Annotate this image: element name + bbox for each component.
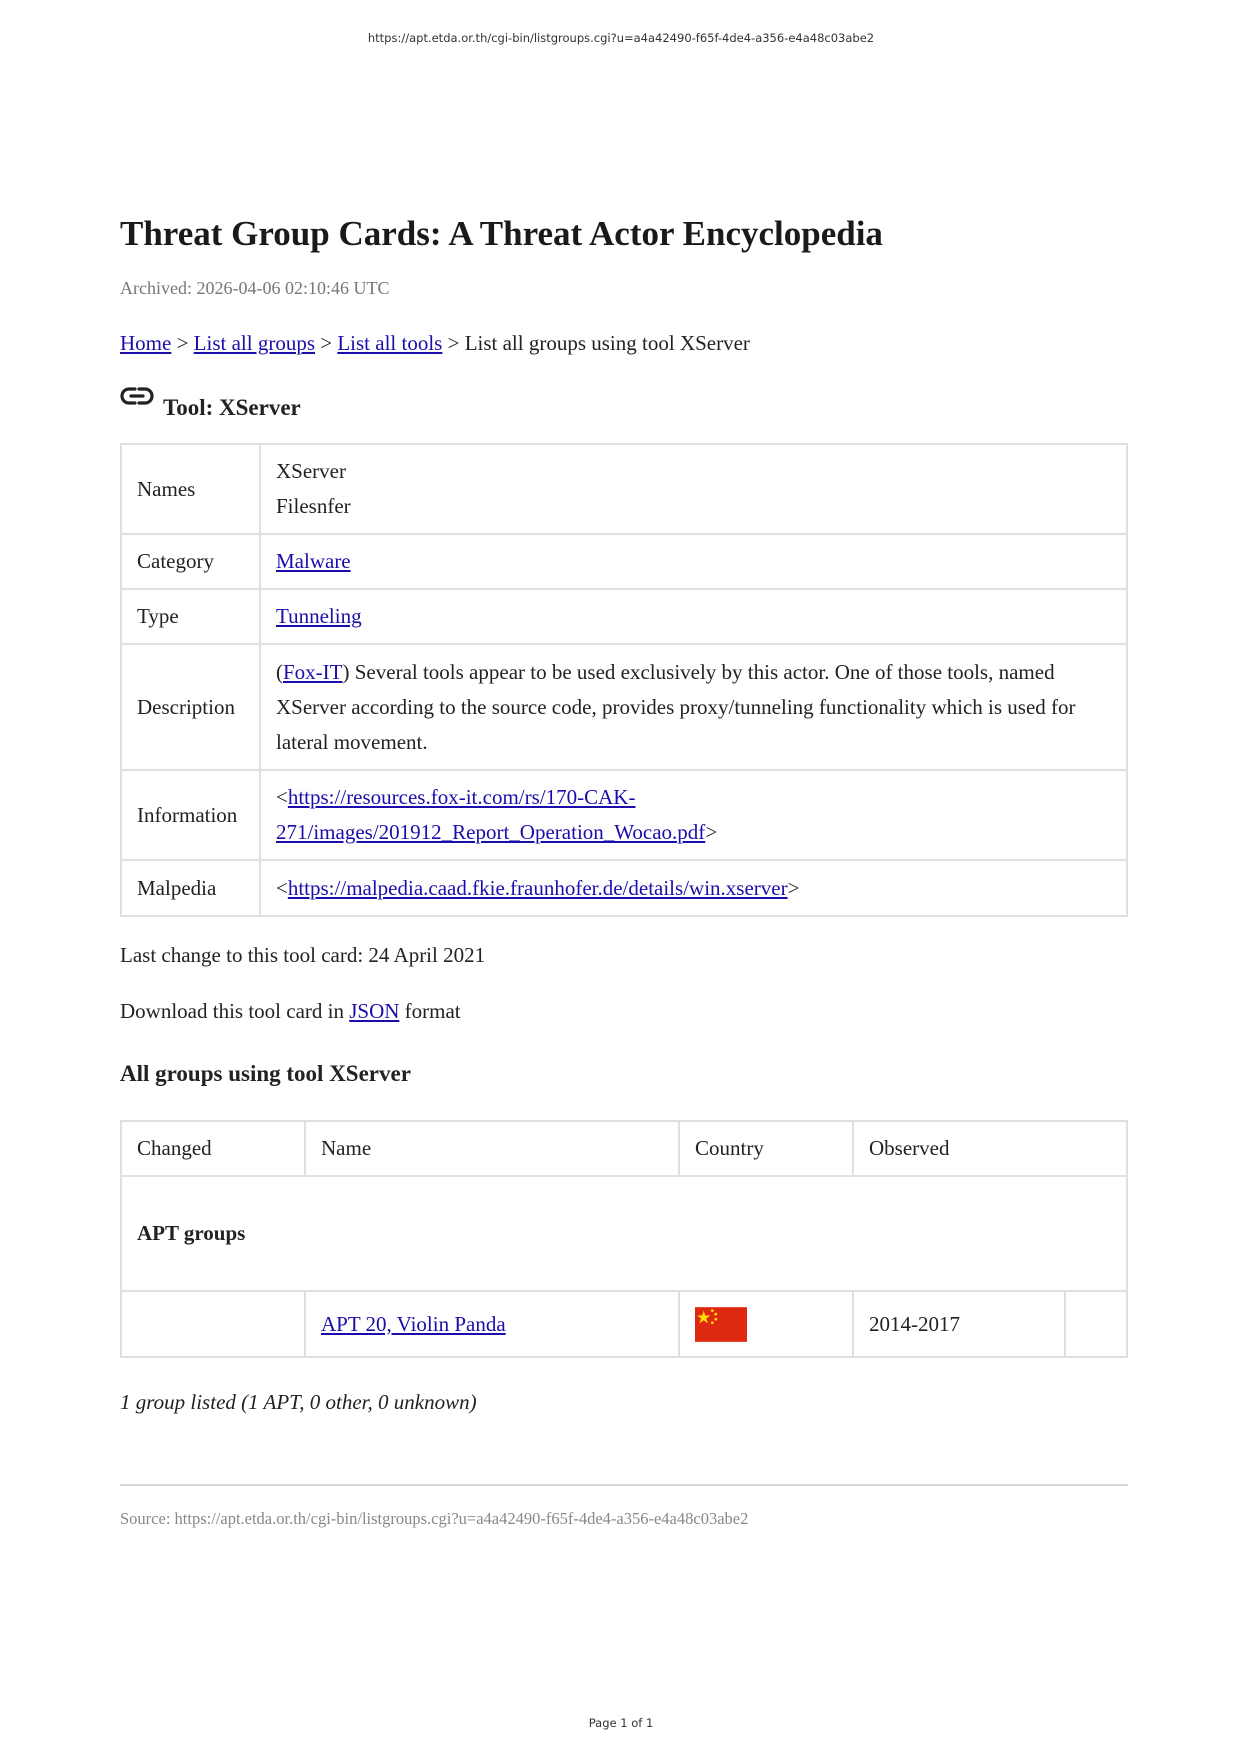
breadcrumb-separator: >: [315, 331, 338, 355]
column-header-observed: Observed: [853, 1121, 1127, 1176]
group-country: [679, 1291, 853, 1357]
breadcrumb-separator: >: [171, 331, 194, 355]
table-row: [121, 1291, 1127, 1357]
names-value: [260, 444, 1127, 534]
groups-table: [120, 1120, 1128, 1358]
breadcrumb-home-link[interactable]: Home: [120, 331, 172, 355]
information-row: [121, 770, 1127, 860]
groups-heading: All groups using tool XServer: [120, 1061, 411, 1086]
tool-heading-text: Tool: XServer: [163, 395, 301, 420]
type-label: Type: [121, 589, 260, 644]
main-content: [120, 212, 1128, 1530]
malpedia-link[interactable]: https://malpedia.caad.fkie.fraunhofer.de/details/win.xserver: [287, 875, 788, 900]
archived-timestamp: Archived: 2026-04-06 02:10:46 UTC: [120, 278, 390, 298]
information-label: Information: [121, 770, 260, 860]
apt-section-row: [121, 1176, 1127, 1291]
column-header-changed: Changed: [121, 1121, 305, 1176]
information-value: <https://resources.fox-it.com/rs/170-CAK- 271/images/201912_Report_Operation_Wocao.pdf>: [260, 770, 1127, 860]
name-item: Filesnfer: [276, 494, 351, 518]
column-header-country: Country: [679, 1121, 853, 1176]
group-extra-cell: [1065, 1291, 1127, 1357]
column-header-name: Name: [305, 1121, 679, 1176]
breadcrumb-groups-link[interactable]: List all groups: [193, 331, 315, 355]
fox-it-link[interactable]: Fox-IT: [283, 659, 343, 684]
category-link[interactable]: Malware: [276, 549, 351, 573]
description-text: Several tools appear to be used exclusively by this actor. One of those tools, named XServer according to the source code, provides proxy/tunneling functionality which is used for lateral movement.: [276, 659, 1076, 754]
group-observed: 2014-2017: [853, 1291, 1065, 1357]
group-changed: [121, 1291, 305, 1357]
link-icon: [120, 385, 154, 407]
names-row: [121, 444, 1127, 534]
breadcrumb-separator: >: [442, 331, 465, 355]
breadcrumb: [120, 329, 1128, 357]
description-value: (Fox-IT) Several tools appear to be used exclusively by this actor. One of those tools, named XServer according to the source code, provides proxy/tunneling functionality which is used for lateral movement.: [260, 644, 1127, 770]
information-link[interactable]: https://resources.fox-it.com/rs/170-CAK- 271/images/201912_Report_Operation_Wocao.pdf: [276, 785, 706, 844]
download-line: Download this tool card in JSON format: [120, 999, 461, 1023]
malpedia-label: Malpedia: [121, 860, 260, 916]
last-change-text: Last change to this tool card: 24 April 2021: [120, 943, 486, 967]
tool-heading: [120, 393, 1128, 423]
china-flag-icon: [695, 1307, 747, 1342]
type-row: [121, 589, 1127, 644]
group-name-link[interactable]: APT 20, Violin Panda: [321, 1311, 506, 1336]
apt-groups-heading: APT groups: [121, 1176, 1127, 1291]
divider: [120, 1484, 1128, 1486]
breadcrumb-current: List all groups using tool XServer: [464, 331, 750, 355]
malpedia-row: [121, 860, 1127, 916]
category-row: [121, 534, 1127, 589]
page-title: Threat Group Cards: A Threat Actor Encyclopedia: [120, 214, 883, 253]
print-url-header: https://apt.etda.or.th/cgi-bin/listgroups.cgi?u=a4a42490-f65f-4de4-a356-e4a48c03abe2: [367, 31, 875, 45]
source-url: Source: https://apt.etda.or.th/cgi-bin/listgroups.cgi?u=a4a42490-f65f-4de4-a356-e4a48c03abe2: [120, 1509, 749, 1528]
description-label: Description: [121, 644, 260, 770]
malpedia-value: <https://malpedia.caad.fkie.fraunhofer.de/details/win.xserver>: [260, 860, 1127, 916]
breadcrumb-tools-link[interactable]: List all tools: [337, 331, 443, 355]
json-download-link[interactable]: JSON: [349, 999, 400, 1023]
name-item: XServer: [276, 459, 346, 483]
tool-card-table: [120, 443, 1128, 917]
groups-summary: 1 group listed (1 APT, 0 other, 0 unknown): [120, 1390, 477, 1414]
type-link[interactable]: Tunneling: [276, 604, 362, 628]
page-number: Page 1 of 1: [588, 1716, 654, 1730]
groups-header-row: [121, 1121, 1127, 1176]
category-label: Category: [121, 534, 260, 589]
description-row: [121, 644, 1127, 770]
names-label: Names: [121, 444, 260, 534]
